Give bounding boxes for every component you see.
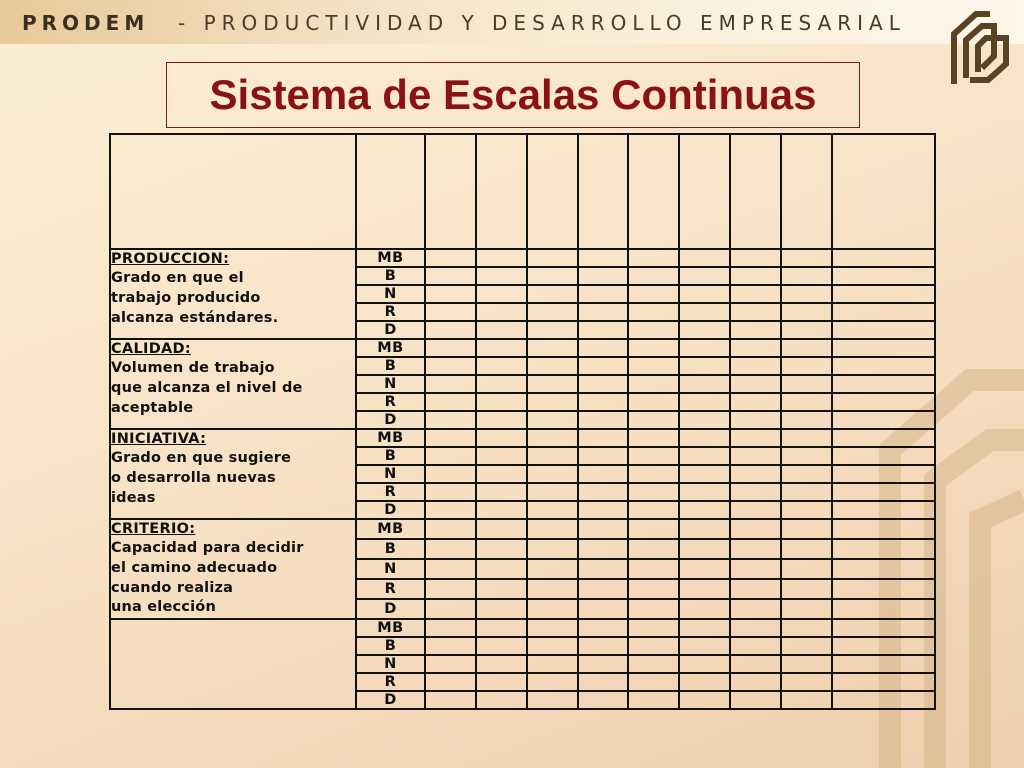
score-cell[interactable] <box>527 303 578 321</box>
score-cell[interactable] <box>628 691 679 709</box>
score-cell[interactable] <box>578 673 628 691</box>
score-cell[interactable] <box>578 285 628 303</box>
score-cell[interactable] <box>781 519 832 539</box>
score-cell[interactable] <box>730 267 781 285</box>
score-cell[interactable] <box>527 339 578 357</box>
score-cell[interactable] <box>578 393 628 411</box>
score-cell[interactable] <box>476 303 527 321</box>
score-cell[interactable] <box>578 429 628 447</box>
score-cell[interactable] <box>425 267 476 285</box>
score-cell[interactable] <box>832 339 935 357</box>
score-cell[interactable] <box>832 465 935 483</box>
score-cell[interactable] <box>781 465 832 483</box>
prodem-logo-icon <box>946 6 1016 90</box>
score-cell[interactable] <box>476 673 527 691</box>
score-cell[interactable] <box>527 619 578 637</box>
score-cell[interactable] <box>527 249 578 267</box>
criterion-cell <box>110 519 356 619</box>
score-cell[interactable] <box>425 249 476 267</box>
level-label: D <box>356 411 425 429</box>
score-cell[interactable] <box>781 357 832 375</box>
score-cell[interactable] <box>730 411 781 429</box>
score-cell[interactable] <box>578 637 628 655</box>
score-cell[interactable] <box>628 429 679 447</box>
score-cell[interactable] <box>679 429 730 447</box>
score-cell[interactable] <box>425 393 476 411</box>
header-criteria-cell <box>110 134 356 249</box>
score-cell[interactable] <box>527 655 578 673</box>
level-label: N <box>356 655 425 673</box>
score-cell[interactable] <box>425 619 476 637</box>
score-cell[interactable] <box>425 447 476 465</box>
score-cell[interactable] <box>832 267 935 285</box>
level-label: MB <box>356 619 425 637</box>
score-cell[interactable] <box>679 501 730 519</box>
score-cell[interactable] <box>476 599 527 619</box>
score-cell[interactable] <box>832 483 935 501</box>
score-cell[interactable] <box>730 429 781 447</box>
score-cell[interactable] <box>679 637 730 655</box>
score-cell[interactable] <box>476 501 527 519</box>
score-cell[interactable] <box>578 655 628 673</box>
score-cell[interactable] <box>679 599 730 619</box>
score-cell[interactable] <box>578 691 628 709</box>
level-label: R <box>356 579 425 599</box>
evaluation-scale-table <box>109 133 936 710</box>
score-cell[interactable] <box>425 303 476 321</box>
score-cell[interactable] <box>628 483 679 501</box>
score-cell[interactable] <box>476 375 527 393</box>
score-cell[interactable] <box>781 673 832 691</box>
criterion-cell <box>110 429 356 519</box>
score-cell[interactable] <box>476 339 527 357</box>
score-cell[interactable] <box>730 559 781 579</box>
score-cell[interactable] <box>679 357 730 375</box>
score-cell[interactable] <box>628 357 679 375</box>
score-cell[interactable] <box>476 411 527 429</box>
criterion-cell <box>110 339 356 429</box>
score-cell[interactable] <box>578 559 628 579</box>
score-cell[interactable] <box>832 375 935 393</box>
score-cell[interactable] <box>730 637 781 655</box>
score-cell[interactable] <box>730 321 781 339</box>
score-cell[interactable] <box>628 559 679 579</box>
level-label: MB <box>356 339 425 357</box>
score-cell[interactable] <box>425 375 476 393</box>
score-cell[interactable] <box>476 249 527 267</box>
score-cell[interactable] <box>578 465 628 483</box>
score-cell[interactable] <box>578 519 628 539</box>
score-cell[interactable] <box>476 579 527 599</box>
criterion-description: Grado en que sugiere o desarrolla nuevas ideas <box>111 450 292 506</box>
score-cell[interactable] <box>679 339 730 357</box>
score-cell[interactable] <box>679 285 730 303</box>
score-cell[interactable] <box>832 637 935 655</box>
score-cell[interactable] <box>832 519 935 539</box>
score-cell[interactable] <box>425 559 476 579</box>
score-cell[interactable] <box>679 249 730 267</box>
score-cell[interactable] <box>628 655 679 673</box>
criterion-description: Capacidad para decidir el camino adecuado cuando realiza una elección <box>111 540 304 616</box>
score-cell[interactable] <box>476 483 527 501</box>
score-cell[interactable] <box>425 429 476 447</box>
score-cell[interactable] <box>425 579 476 599</box>
score-cell[interactable] <box>527 321 578 339</box>
score-cell[interactable] <box>628 249 679 267</box>
score-cell[interactable] <box>425 539 476 559</box>
score-cell[interactable] <box>781 249 832 267</box>
score-cell[interactable] <box>730 501 781 519</box>
score-cell[interactable] <box>425 691 476 709</box>
score-cell[interactable] <box>628 303 679 321</box>
header-bar <box>0 0 1024 44</box>
level-label: D <box>356 691 425 709</box>
score-cell[interactable] <box>578 249 628 267</box>
level-label: B <box>356 539 425 559</box>
score-cell[interactable] <box>781 539 832 559</box>
score-cell[interactable] <box>679 691 730 709</box>
score-cell[interactable] <box>679 375 730 393</box>
score-cell[interactable] <box>628 465 679 483</box>
header-score-cell <box>578 134 628 249</box>
score-cell[interactable] <box>679 321 730 339</box>
score-cell[interactable] <box>832 357 935 375</box>
level-label: R <box>356 483 425 501</box>
score-cell[interactable] <box>628 539 679 559</box>
criterion-description: Volumen de trabajo que alcanza el nivel de aceptable <box>111 360 303 416</box>
score-cell[interactable] <box>781 655 832 673</box>
score-cell[interactable] <box>679 483 730 501</box>
score-cell[interactable] <box>832 321 935 339</box>
table-header-row <box>110 134 935 249</box>
score-cell[interactable] <box>832 599 935 619</box>
score-cell[interactable] <box>730 619 781 637</box>
score-cell[interactable] <box>679 393 730 411</box>
score-cell[interactable] <box>476 393 527 411</box>
level-label: R <box>356 393 425 411</box>
score-cell[interactable] <box>781 559 832 579</box>
level-label: MB <box>356 249 425 267</box>
score-cell[interactable] <box>730 393 781 411</box>
score-cell[interactable] <box>781 285 832 303</box>
score-cell[interactable] <box>781 579 832 599</box>
score-cell[interactable] <box>425 357 476 375</box>
score-cell[interactable] <box>628 519 679 539</box>
score-cell[interactable] <box>527 357 578 375</box>
score-cell[interactable] <box>628 599 679 619</box>
header-score-cell <box>527 134 578 249</box>
level-label: R <box>356 303 425 321</box>
header-score-cell <box>679 134 730 249</box>
score-cell[interactable] <box>781 411 832 429</box>
score-cell[interactable] <box>628 339 679 357</box>
score-cell[interactable] <box>730 655 781 673</box>
score-cell[interactable] <box>527 599 578 619</box>
score-cell[interactable] <box>527 539 578 559</box>
level-label: MB <box>356 519 425 539</box>
score-cell[interactable] <box>628 285 679 303</box>
score-cell[interactable] <box>527 519 578 539</box>
score-cell[interactable] <box>730 249 781 267</box>
score-cell[interactable] <box>425 483 476 501</box>
level-label: D <box>356 501 425 519</box>
score-cell[interactable] <box>832 655 935 673</box>
score-cell[interactable] <box>781 691 832 709</box>
level-label: B <box>356 637 425 655</box>
criterion-cell <box>110 249 356 339</box>
score-cell[interactable] <box>527 673 578 691</box>
score-cell[interactable] <box>628 637 679 655</box>
score-cell[interactable] <box>527 501 578 519</box>
score-cell[interactable] <box>578 619 628 637</box>
score-cell[interactable] <box>832 579 935 599</box>
score-cell[interactable] <box>628 447 679 465</box>
header-score-cell <box>628 134 679 249</box>
criterion-name: CALIDAD: <box>111 341 191 357</box>
score-cell[interactable] <box>832 539 935 559</box>
score-cell[interactable] <box>832 691 935 709</box>
criterion-name: PRODUCCION: <box>111 251 230 267</box>
score-cell[interactable] <box>425 339 476 357</box>
score-cell[interactable] <box>578 321 628 339</box>
score-cell[interactable] <box>578 501 628 519</box>
score-cell[interactable] <box>781 339 832 357</box>
score-cell[interactable] <box>781 619 832 637</box>
level-label: N <box>356 285 425 303</box>
score-cell[interactable] <box>730 579 781 599</box>
score-cell[interactable] <box>578 411 628 429</box>
score-cell[interactable] <box>476 429 527 447</box>
table-row <box>110 519 935 539</box>
score-cell[interactable] <box>679 519 730 539</box>
score-cell[interactable] <box>832 501 935 519</box>
score-cell[interactable] <box>730 483 781 501</box>
score-cell[interactable] <box>425 321 476 339</box>
score-cell[interactable] <box>628 579 679 599</box>
score-cell[interactable] <box>578 539 628 559</box>
score-cell[interactable] <box>476 285 527 303</box>
brand-tagline: - PRODUCTIVIDAD Y DESARROLLO EMPRESARIAL <box>178 11 906 35</box>
score-cell[interactable] <box>476 321 527 339</box>
score-cell[interactable] <box>781 637 832 655</box>
score-cell[interactable] <box>628 375 679 393</box>
score-cell[interactable] <box>730 375 781 393</box>
score-cell[interactable] <box>527 483 578 501</box>
title-box <box>166 62 860 128</box>
score-cell[interactable] <box>730 519 781 539</box>
score-cell[interactable] <box>628 673 679 691</box>
score-cell[interactable] <box>628 501 679 519</box>
score-cell[interactable] <box>832 285 935 303</box>
header-score-cell <box>476 134 527 249</box>
score-cell[interactable] <box>527 691 578 709</box>
score-cell[interactable] <box>832 249 935 267</box>
score-cell[interactable] <box>781 429 832 447</box>
score-cell[interactable] <box>832 411 935 429</box>
score-cell[interactable] <box>527 411 578 429</box>
score-cell[interactable] <box>578 339 628 357</box>
score-cell[interactable] <box>527 637 578 655</box>
table-row <box>110 339 935 357</box>
score-cell[interactable] <box>679 579 730 599</box>
level-label: N <box>356 559 425 579</box>
header-level-cell <box>356 134 425 249</box>
score-cell[interactable] <box>527 559 578 579</box>
score-cell[interactable] <box>781 267 832 285</box>
table-row <box>110 429 935 447</box>
level-label: MB <box>356 429 425 447</box>
score-cell[interactable] <box>679 559 730 579</box>
score-cell[interactable] <box>527 465 578 483</box>
score-cell[interactable] <box>628 321 679 339</box>
score-cell[interactable] <box>832 673 935 691</box>
level-label: D <box>356 599 425 619</box>
score-cell[interactable] <box>578 375 628 393</box>
level-label: D <box>356 321 425 339</box>
score-cell[interactable] <box>730 357 781 375</box>
score-cell[interactable] <box>730 599 781 619</box>
score-cell[interactable] <box>730 691 781 709</box>
score-cell[interactable] <box>781 303 832 321</box>
score-cell[interactable] <box>679 539 730 559</box>
score-cell[interactable] <box>781 501 832 519</box>
score-cell[interactable] <box>476 655 527 673</box>
level-label: B <box>356 267 425 285</box>
score-cell[interactable] <box>832 447 935 465</box>
score-cell[interactable] <box>730 303 781 321</box>
criterion-name: CRITERIO: <box>111 521 196 537</box>
score-cell[interactable] <box>679 673 730 691</box>
score-cell[interactable] <box>781 321 832 339</box>
score-cell[interactable] <box>578 599 628 619</box>
score-cell[interactable] <box>781 447 832 465</box>
score-cell[interactable] <box>832 429 935 447</box>
score-cell[interactable] <box>832 303 935 321</box>
score-cell[interactable] <box>730 339 781 357</box>
header-score-cell <box>781 134 832 249</box>
score-cell[interactable] <box>679 447 730 465</box>
score-cell[interactable] <box>476 539 527 559</box>
score-cell[interactable] <box>476 357 527 375</box>
score-cell[interactable] <box>578 483 628 501</box>
brand-name: PRODEM <box>22 11 150 35</box>
score-cell[interactable] <box>527 285 578 303</box>
score-cell[interactable] <box>578 303 628 321</box>
score-cell[interactable] <box>476 447 527 465</box>
score-cell[interactable] <box>781 483 832 501</box>
score-cell[interactable] <box>679 619 730 637</box>
level-label: N <box>356 375 425 393</box>
score-cell[interactable] <box>476 519 527 539</box>
score-cell[interactable] <box>781 599 832 619</box>
level-label: B <box>356 447 425 465</box>
score-cell[interactable] <box>679 411 730 429</box>
table-row <box>110 619 935 637</box>
score-cell[interactable] <box>425 285 476 303</box>
score-cell[interactable] <box>476 691 527 709</box>
level-label: R <box>356 673 425 691</box>
score-cell[interactable] <box>679 267 730 285</box>
score-cell[interactable] <box>730 539 781 559</box>
score-cell[interactable] <box>425 411 476 429</box>
score-cell[interactable] <box>527 375 578 393</box>
score-cell[interactable] <box>679 655 730 673</box>
score-cell[interactable] <box>527 393 578 411</box>
score-cell[interactable] <box>781 393 832 411</box>
header-score-cell <box>832 134 935 249</box>
score-cell[interactable] <box>527 267 578 285</box>
score-cell[interactable] <box>425 637 476 655</box>
score-cell[interactable] <box>425 655 476 673</box>
table-row <box>110 249 935 267</box>
score-cell[interactable] <box>527 429 578 447</box>
score-cell[interactable] <box>832 559 935 579</box>
score-cell[interactable] <box>730 285 781 303</box>
score-cell[interactable] <box>425 599 476 619</box>
score-cell[interactable] <box>832 619 935 637</box>
score-cell[interactable] <box>527 579 578 599</box>
level-label: N <box>356 465 425 483</box>
header-score-cell <box>425 134 476 249</box>
score-cell[interactable] <box>578 357 628 375</box>
page-title: Sistema de Escalas Continuas <box>209 71 817 118</box>
score-cell[interactable] <box>730 465 781 483</box>
score-cell[interactable] <box>578 267 628 285</box>
score-cell[interactable] <box>628 393 679 411</box>
score-cell[interactable] <box>832 393 935 411</box>
criterion-description: Grado en que el trabajo producido alcanza estándares. <box>111 270 279 326</box>
score-cell[interactable] <box>425 465 476 483</box>
criterion-name: INICIATIVA: <box>111 431 207 447</box>
score-cell[interactable] <box>476 267 527 285</box>
score-cell[interactable] <box>679 303 730 321</box>
score-cell[interactable] <box>781 375 832 393</box>
score-cell[interactable] <box>425 673 476 691</box>
score-cell[interactable] <box>476 619 527 637</box>
score-cell[interactable] <box>730 447 781 465</box>
score-cell[interactable] <box>628 267 679 285</box>
score-cell[interactable] <box>476 637 527 655</box>
score-cell[interactable] <box>476 465 527 483</box>
score-cell[interactable] <box>425 501 476 519</box>
score-cell[interactable] <box>628 411 679 429</box>
score-cell[interactable] <box>476 559 527 579</box>
score-cell[interactable] <box>730 673 781 691</box>
score-cell[interactable] <box>578 447 628 465</box>
criterion-cell <box>110 619 356 709</box>
score-cell[interactable] <box>527 447 578 465</box>
score-cell[interactable] <box>425 519 476 539</box>
score-cell[interactable] <box>679 465 730 483</box>
header-score-cell <box>730 134 781 249</box>
level-label: B <box>356 357 425 375</box>
score-cell[interactable] <box>578 579 628 599</box>
score-cell[interactable] <box>628 619 679 637</box>
